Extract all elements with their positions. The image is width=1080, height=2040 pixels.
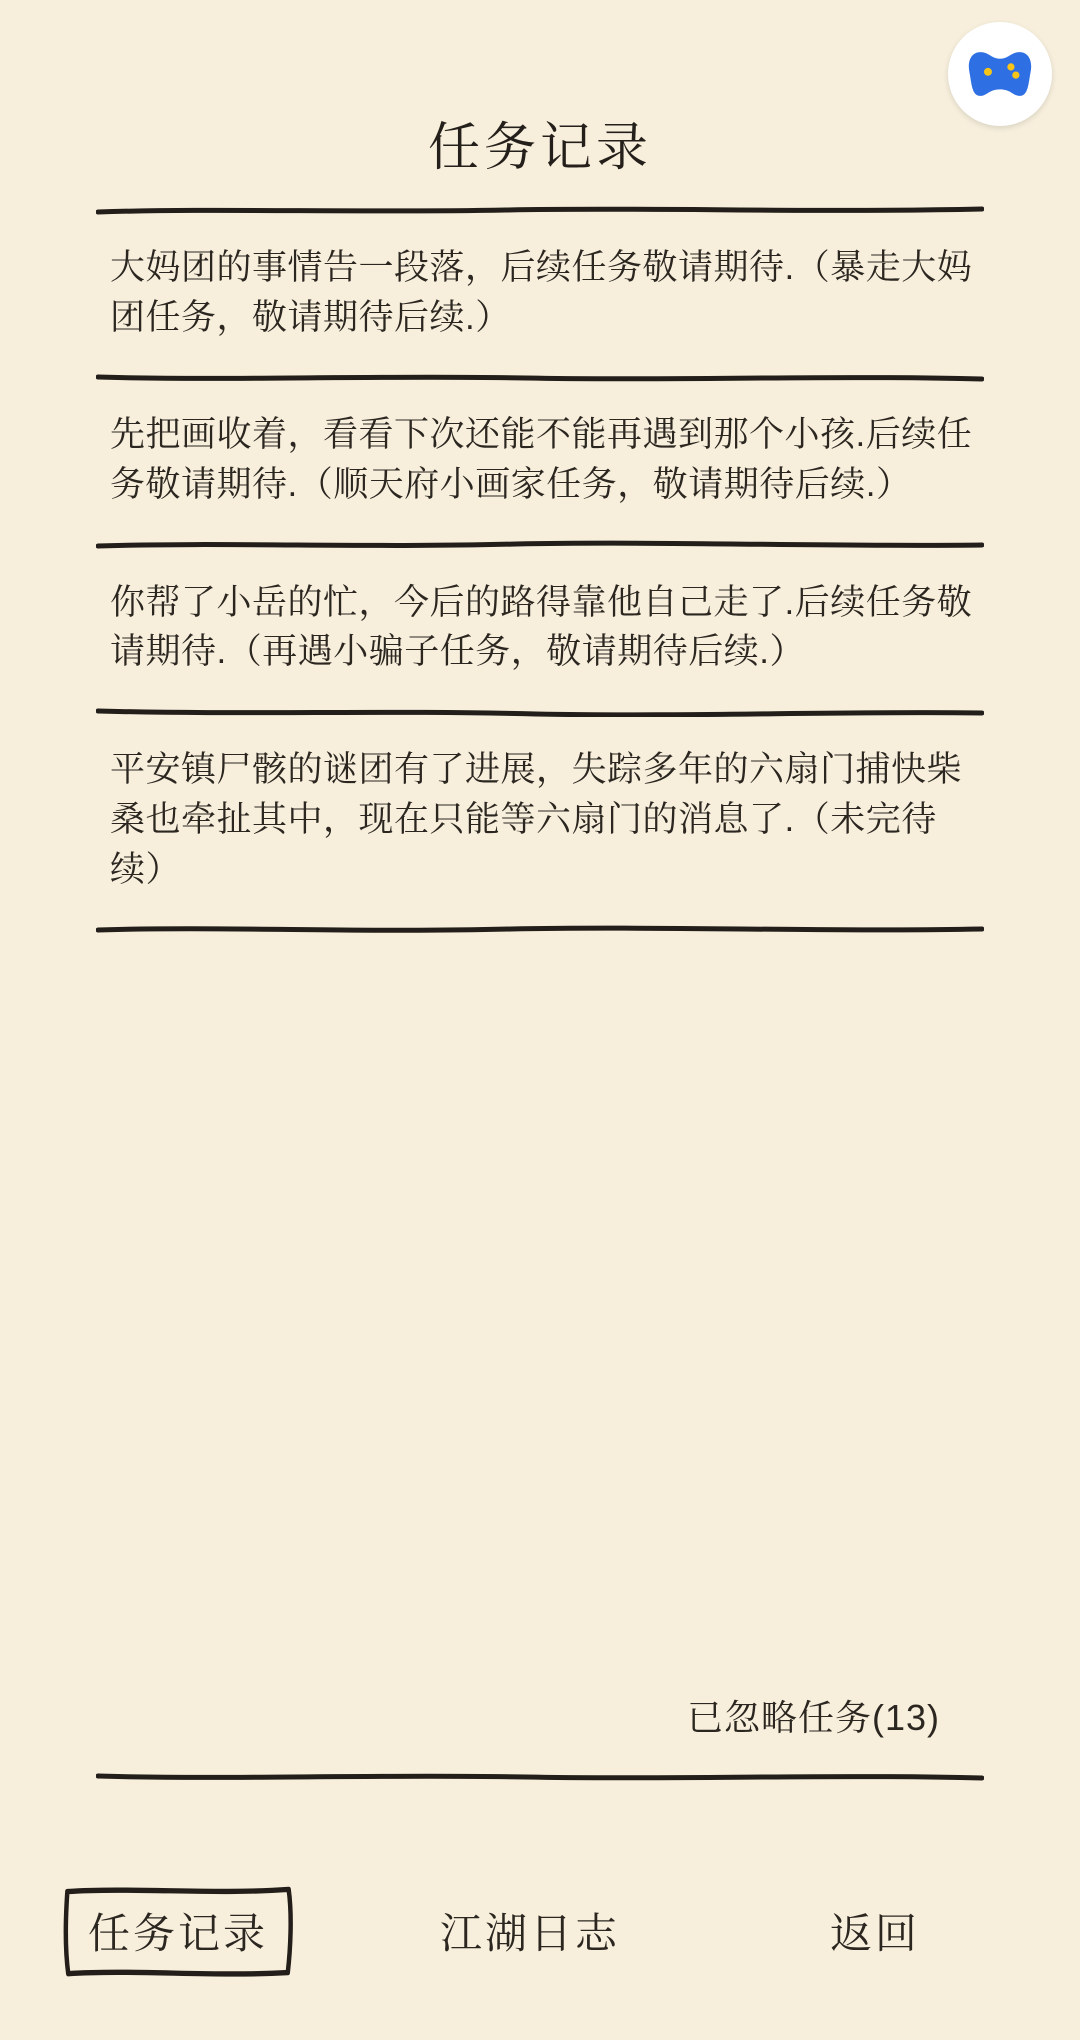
list-item[interactable] [96,550,984,707]
tab-journal[interactable] [440,1901,620,1961]
page-title: 任务记录 [427,119,652,177]
quest-text: 大妈团的事情告一段落，后续任务敬请期待.（暴走大妈团任务，敬请期待后续.） [110,248,973,337]
divider [96,540,984,550]
divider [96,372,984,382]
divider [96,924,984,934]
list-item[interactable] [96,382,984,539]
quest-text: 你帮了小岳的忙，今后的路得靠他自己走了.后续任务敬请期待.（再遇小骗子任务，敬请期待后续.） [110,582,973,672]
ignored-quests-row[interactable] [96,1690,984,1741]
divider [96,205,984,215]
back-button-label: 返回 [830,1910,921,1957]
list-item[interactable] [96,215,984,372]
quest-text: 先把画收着，看看下次还能不能再遇到那个小孩.后续任务敬请期待.（顺天府小画家任务，敬请期待后续.） [110,415,973,505]
divider [96,1768,984,1786]
quest-text: 平安镇尸骸的谜团有了进展，失踪多年的六扇门捕快柴桑也牵扯其中，现在只能等六扇门的消息了.（未完待续） [110,750,963,889]
bottom-nav [0,1855,1080,1995]
divider [96,707,984,717]
ignored-quests-label: 已忽略任务(13) [686,1697,940,1738]
gamepad-badge-icon [965,39,1035,109]
tab-quest-log[interactable] [62,1883,294,1979]
list-item[interactable] [96,717,984,924]
tab-quest-log-label: 任务记录 [88,1910,269,1957]
tab-journal-label: 江湖日志 [440,1910,621,1957]
quest-list [96,205,984,934]
back-button[interactable] [830,1901,920,1961]
